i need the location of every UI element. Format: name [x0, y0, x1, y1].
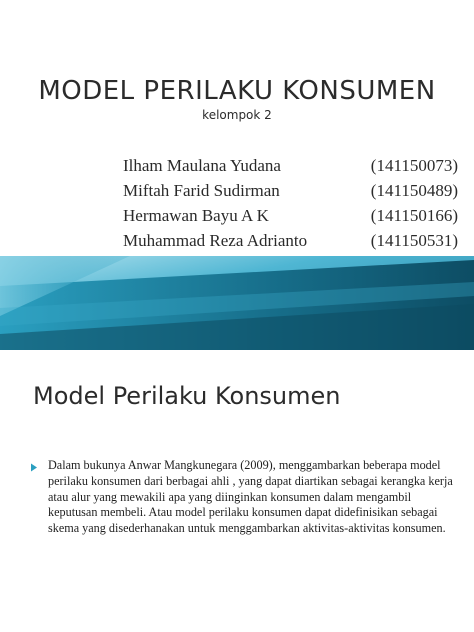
member-name: Muhammad Reza Adrianto [123, 231, 308, 250]
triangle-right-icon [28, 463, 40, 472]
slide-divider [0, 350, 474, 360]
member-row [123, 178, 458, 203]
member-id: (141150073) [370, 156, 458, 175]
content-slide [0, 360, 474, 632]
slide-subtitle: kelompok 2 [202, 108, 272, 122]
decorative-banner [0, 256, 474, 350]
slide-title: MODEL PERILAKU KONSUMEN [38, 76, 436, 106]
member-list [123, 153, 458, 253]
bullet-item [28, 458, 458, 537]
member-name: Miftah Farid Sudirman [123, 181, 280, 200]
member-row [123, 203, 458, 228]
member-name: Ilham Maulana Yudana [123, 156, 281, 175]
member-row [123, 228, 458, 253]
member-row [123, 153, 458, 178]
member-id: (141150531) [370, 231, 458, 250]
content-title: Model Perilaku Konsumen [33, 382, 341, 410]
member-name: Hermawan Bayu A K [123, 206, 269, 225]
bullet-paragraph: Dalam bukunya Anwar Mangkunegara (2009), menggambarkan beberapa model perilaku konsumen dari berbagai ahli , yang dapat diartikan sebagai kerangka kerja atau alur yang mewakili apa yang diinginkan konsumen dalam mengambil keputusan membeli. Atau model perilaku konsumen dapat didefinisikan sebagai skema yang disederhanakan untuk menggambarkan aktivitas-aktivitas konsumen. [48, 458, 453, 536]
member-id: (141150166) [370, 206, 458, 225]
member-id: (141150489) [370, 181, 458, 200]
